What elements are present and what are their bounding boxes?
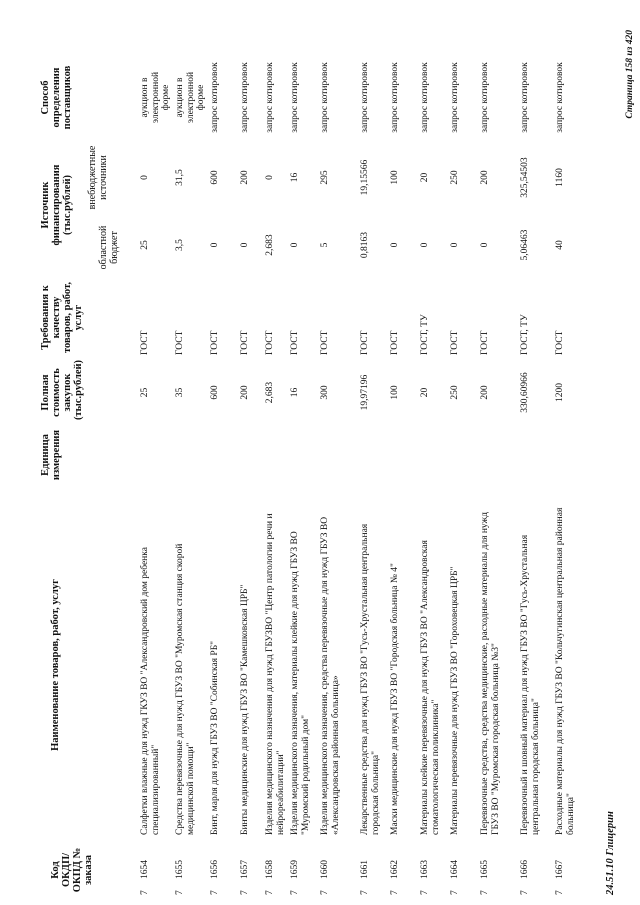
row-method: запрос котировок [320, 62, 330, 133]
row-source-regional: 5,06463 [520, 229, 530, 261]
row-method: запрос котировок [240, 62, 250, 133]
row-number: 1662 [390, 860, 400, 879]
row-source-regional: 0 [420, 242, 430, 248]
row-source-extra: 31,5 [175, 169, 185, 186]
header-source-regional: областной бюджет [98, 225, 120, 270]
row-name: Бинт, марля для нужд ГБУЗ ВО "Собинская РБ" [210, 640, 220, 835]
row-requirements: ГОСТ [210, 330, 220, 355]
row-source-regional: 0 [210, 242, 220, 248]
row-source-regional: 0,8163 [360, 231, 370, 259]
header-unit: Единица измерения [40, 429, 62, 481]
row-source-regional: 0 [450, 242, 460, 248]
row-name: Перевязочные средства, средства медицинские, расходные материалы для нужд ГБУЗ ВО "Муромская городская больница №3" [480, 512, 501, 835]
row-total: 19,97196 [360, 374, 370, 411]
row-source-regional: 25 [140, 240, 150, 250]
row-method: запрос котировок [290, 62, 300, 133]
row-number: 1667 [555, 860, 565, 879]
row-source-extra: 200 [240, 170, 250, 185]
row-requirements: ГОСТ [360, 330, 370, 355]
header-source-extra: внебюджетные источники [87, 145, 109, 210]
header-name: Наименование товаров, работ, услуг [50, 579, 61, 751]
row-code: 7 [360, 890, 370, 895]
row-name: Изделия медицинского назначения для нужд ГБУЗВО "Центр патологии речи и нейрореабилитации" [265, 513, 286, 835]
row-source-extra: 1160 [555, 168, 565, 187]
row-method: запрос котировок [265, 62, 275, 133]
row-source-regional: 0 [480, 242, 490, 248]
row-number: 1658 [265, 860, 275, 879]
row-name: Средства перевязочные для нужд ГБУЗ ВО "Муромская станция скорой медицинской помощи" [175, 543, 196, 835]
row-requirements: ГОСТ [140, 330, 150, 355]
row-code: 7 [420, 890, 430, 895]
row-source-regional: 3,5 [175, 239, 185, 251]
row-source-extra: 325,54503 [520, 157, 530, 198]
row-number: 1665 [480, 860, 490, 879]
row-code: 7 [520, 890, 530, 895]
row-code: 7 [240, 890, 250, 895]
header-method: Способ определения поставщиков [40, 65, 73, 130]
row-name: Лекарственные средства для нужд ГБУЗ ВО "Гусь-Хрустальная центральная городская больница" [360, 523, 381, 835]
row-method: запрос котировок [450, 62, 460, 133]
row-code: 7 [480, 890, 490, 895]
row-name: Маски медицинские для нужд ГБУЗ ВО "Городская больница № 4" [390, 563, 400, 835]
header-code: Код ОКДП/ ОКПД № заказа [50, 847, 94, 893]
row-requirements: ГОСТ [450, 330, 460, 355]
row-name: Материалы клейкие перевязочные для нужд ГБУЗ ВО "Александровская стоматологическая поликлиника" [420, 540, 441, 835]
row-number: 1656 [210, 860, 220, 879]
row-requirements: ГОСТ [175, 330, 185, 355]
row-total: 250 [450, 385, 460, 400]
row-number: 1659 [290, 860, 300, 879]
row-method: запрос котировок [555, 62, 565, 133]
row-total: 35 [175, 387, 185, 398]
row-requirements: ГОСТ [480, 330, 490, 355]
row-method: запрос котировок [210, 62, 220, 133]
row-name: Салфетки влажные для нужд ГКУЗ ВО "Александровский дом ребенка специализированный" [140, 547, 161, 835]
row-requirements: ГОСТ [320, 330, 330, 355]
row-name: Перевязочный и шовный материал для нужд ГБУЗ ВО "Гусь-Хрустальная центральная городская больница" [520, 534, 541, 835]
row-requirements: ГОСТ, ТУ [520, 314, 530, 355]
row-number: 1663 [420, 860, 430, 879]
row-method: запрос котировок [420, 62, 430, 133]
row-number: 1661 [360, 860, 370, 879]
row-code: 7 [555, 890, 565, 895]
row-code: 7 [175, 890, 185, 895]
header-source: Источник финансирования (тыс.рублей) [40, 164, 73, 246]
row-method: запрос котировок [360, 62, 370, 133]
row-source-regional: 0 [390, 242, 400, 248]
row-source-extra: 250 [450, 170, 460, 185]
row-code: 7 [265, 890, 275, 895]
row-total: 25 [140, 387, 150, 398]
row-requirements: ГОСТ [240, 330, 250, 355]
row-number: 1657 [240, 860, 250, 879]
row-requirements: ГОСТ, ТУ [420, 314, 430, 355]
row-requirements: ГОСТ [265, 330, 275, 355]
row-source-extra: 19,15566 [360, 159, 370, 196]
row-source-regional: 5 [320, 242, 330, 248]
row-source-extra: 20 [420, 172, 430, 183]
row-source-regional: 2,683 [265, 234, 275, 256]
row-requirements: ГОСТ [390, 330, 400, 355]
row-method: запрос котировок [390, 62, 400, 133]
row-total: 2,683 [265, 381, 275, 404]
row-requirements: ГОСТ [290, 330, 300, 355]
row-source-extra: 0 [140, 175, 150, 180]
row-total: 200 [480, 385, 490, 400]
row-number: 1666 [520, 860, 530, 879]
row-name: Бинты медицинские для нужд ГБУЗ ВО "Камешковская ЦРБ" [240, 584, 250, 835]
row-source-regional: 0 [240, 242, 250, 248]
section-title: 24.51.10 Глицерин [605, 811, 616, 895]
row-code: 7 [450, 890, 460, 895]
row-source-extra: 100 [390, 170, 400, 185]
row-name: Изделия медицинского назначения, материалы клейкие для нужд ГБУЗ ВО "Муромский родильный дом" [290, 531, 311, 835]
row-method: аукцион в электронной форме [140, 71, 171, 124]
row-total: 600 [210, 385, 220, 400]
row-code: 7 [290, 890, 300, 895]
row-total: 20 [420, 387, 430, 398]
row-requirements: ГОСТ [555, 330, 565, 355]
row-source-extra: 600 [210, 170, 220, 185]
row-total: 200 [240, 385, 250, 400]
row-source-extra: 295 [320, 170, 330, 185]
row-method: запрос котировок [520, 62, 530, 133]
row-method: аукцион в электронной форме [175, 71, 206, 124]
row-code: 7 [140, 890, 150, 895]
row-total: 16 [290, 387, 300, 398]
row-source-extra: 16 [290, 172, 300, 183]
row-total: 300 [320, 385, 330, 400]
page-number: Страница 158 из 420 [625, 30, 635, 119]
row-name: Материалы перевязочные для нужд ГБУЗ ВО "Гороховецкая ЦРБ" [450, 566, 460, 835]
header-requirements: Требования к качеству товаров, работ, услуг [40, 282, 84, 353]
row-number: 1664 [450, 860, 460, 879]
row-method: запрос котировок [480, 62, 490, 133]
row-code: 7 [320, 890, 330, 895]
row-number: 1655 [175, 860, 185, 879]
header-total: Полная стоимость закупок (тыс.рублей) [40, 359, 84, 420]
row-source-extra: 0 [265, 175, 275, 180]
row-total: 1200 [555, 383, 565, 402]
row-name: Изделия медицинского назначения, средства перевязочные для нужд ГБУЗ ВО «Александровская районная больница» [320, 516, 341, 835]
row-number: 1660 [320, 860, 330, 879]
row-name: Расходные материалы для нужд ГБУЗ ВО "Кольчугинская центральная районная больница" [555, 507, 576, 835]
row-source-regional: 40 [555, 240, 565, 250]
row-source-extra: 200 [480, 170, 490, 185]
row-total: 330,60966 [520, 372, 530, 413]
row-number: 1654 [140, 860, 150, 879]
row-source-regional: 0 [290, 242, 300, 248]
row-code: 7 [390, 890, 400, 895]
row-code: 7 [210, 890, 220, 895]
row-total: 100 [390, 385, 400, 400]
